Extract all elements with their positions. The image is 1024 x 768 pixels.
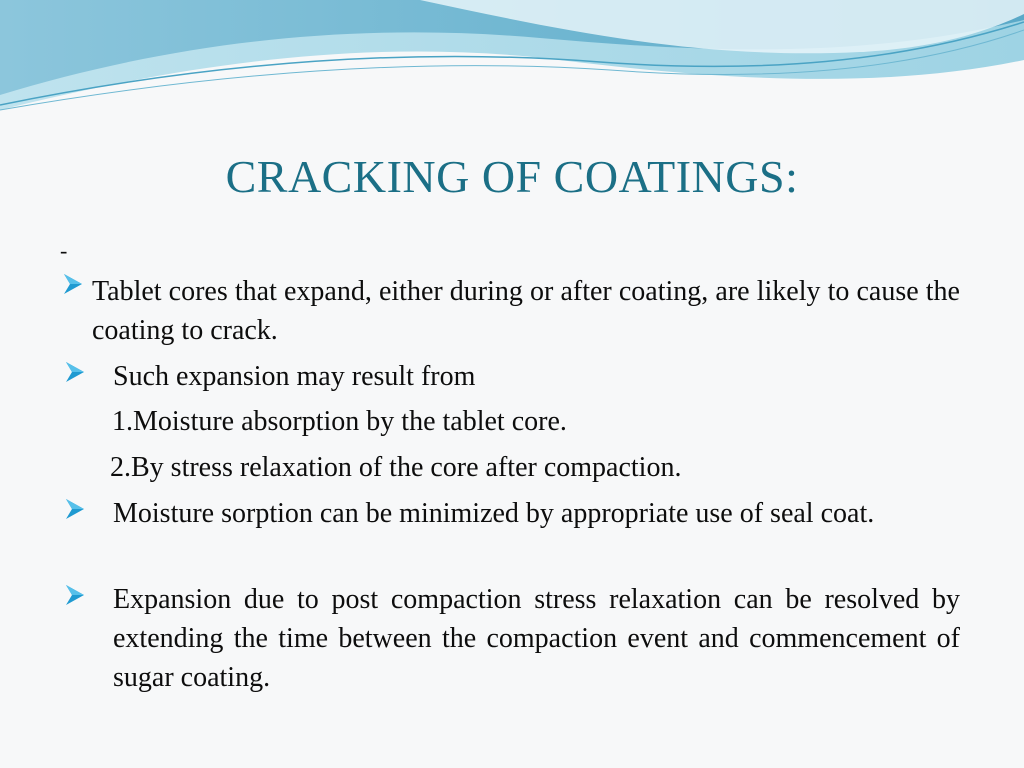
header-wave-decoration	[0, 0, 1024, 130]
arrow-bullet-icon	[64, 361, 86, 383]
sub-item: 1.Moisture absorption by the tablet core.	[112, 406, 567, 437]
bullet-item: Such expansion may result from	[113, 361, 476, 392]
slide-title: CRACKING OF COATINGS:	[225, 151, 799, 202]
bullet-item: Moisture sorption can be minimized by appropriate use of seal coat.	[113, 498, 875, 529]
bullet-item: Tablet cores that expand, either during or after coating, are likely to cause the coating to crack.	[92, 276, 960, 346]
arrow-bullet-icon	[64, 498, 86, 520]
dash-mark: -	[60, 238, 68, 263]
arrow-bullet-icon	[64, 584, 86, 606]
sub-item: 2.By stress relaxation of the core after compaction.	[110, 452, 682, 483]
arrow-bullet-icon	[62, 273, 84, 295]
bullet-item: Expansion due to post compaction stress relaxation can be resolved by extending the time between the compaction event and commencement of sugar coating.	[113, 584, 960, 693]
